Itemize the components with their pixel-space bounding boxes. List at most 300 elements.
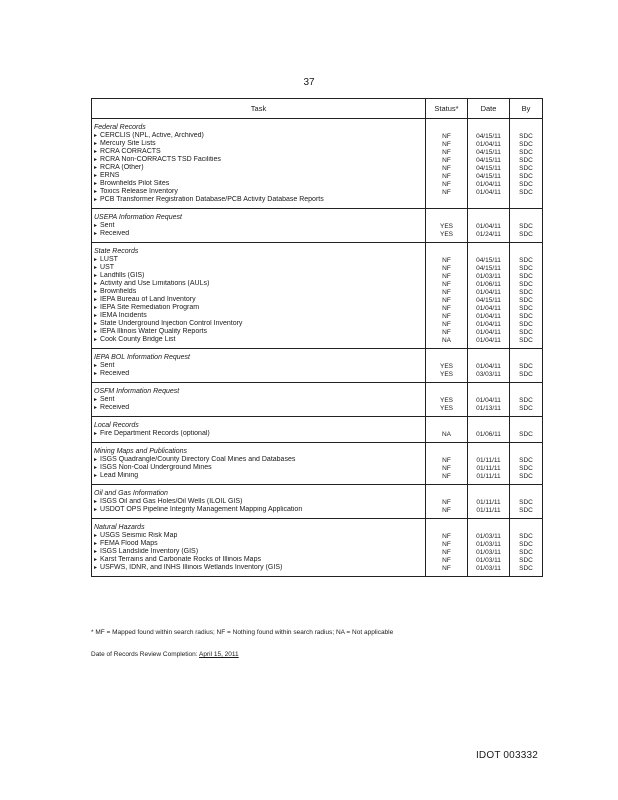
status-cell: NF	[426, 304, 468, 312]
table-row	[92, 336, 543, 344]
section-header-row	[92, 443, 543, 457]
bullet-arrow-icon: ▸	[94, 397, 98, 403]
bullet-arrow-icon: ▸	[94, 273, 98, 279]
bullet-arrow-icon: ▸	[94, 289, 98, 295]
date-cell: 01/04/11	[468, 312, 510, 320]
task-cell	[92, 132, 426, 140]
task-label: RCRA CORRACTS	[100, 148, 161, 155]
date-cell: 01/03/11	[468, 556, 510, 564]
task-cell	[92, 288, 426, 296]
section-empty-cell	[426, 485, 468, 499]
table-row	[92, 288, 543, 296]
section-empty-cell	[426, 243, 468, 257]
completion-label: Date of Records Review Completion:	[91, 651, 198, 658]
task-label: Brownfields	[100, 288, 137, 295]
section-empty-cell	[510, 417, 543, 431]
task-label: LUST	[100, 256, 118, 263]
status-cell: NF	[426, 132, 468, 140]
section-title: USEPA Information Request	[92, 209, 426, 223]
table-row	[92, 472, 543, 480]
task-label: Cook County Bridge List	[100, 336, 176, 343]
table-row	[92, 132, 543, 140]
task-cell	[92, 464, 426, 472]
section-empty-cell	[426, 383, 468, 397]
by-cell: SDC	[510, 164, 543, 172]
bullet-arrow-icon: ▸	[94, 197, 98, 203]
by-cell: SDC	[510, 396, 543, 404]
bullet-arrow-icon: ▸	[94, 313, 98, 319]
task-label: FEMA Flood Maps	[100, 540, 158, 547]
section-header-row	[92, 519, 543, 533]
by-cell: SDC	[510, 296, 543, 304]
status-cell: NF	[426, 506, 468, 514]
task-label: Received	[100, 404, 130, 411]
table-row	[92, 328, 543, 336]
task-cell	[92, 548, 426, 556]
date-cell: 01/11/11	[468, 472, 510, 480]
status-cell: NF	[426, 156, 468, 164]
bullet-arrow-icon: ▸	[94, 305, 98, 311]
section-title: OSFM Information Request	[92, 383, 426, 397]
table-header-row	[92, 99, 543, 119]
completion-date: April 15, 2011	[199, 651, 239, 658]
task-label: Received	[100, 230, 130, 237]
table-row	[92, 540, 543, 548]
task-cell	[92, 230, 426, 238]
status-cell: NF	[426, 472, 468, 480]
task-label: IEPA Bureau of Land Inventory	[100, 296, 196, 303]
task-cell	[92, 506, 426, 514]
by-cell: SDC	[510, 156, 543, 164]
task-label: Received	[100, 370, 130, 377]
status-cell: NF	[426, 312, 468, 320]
task-label: ISGS Landslide Inventory (GIS)	[100, 548, 199, 555]
status-cell: NF	[426, 164, 468, 172]
by-cell: SDC	[510, 188, 543, 196]
by-cell: SDC	[510, 532, 543, 540]
task-label: Mercury Site Lists	[100, 140, 156, 147]
date-cell: 04/15/11	[468, 156, 510, 164]
date-cell: 01/04/11	[468, 396, 510, 404]
bullet-arrow-icon: ▸	[94, 557, 98, 563]
bullet-arrow-icon: ▸	[94, 173, 98, 179]
bullet-arrow-icon: ▸	[94, 565, 98, 571]
spacer-cell	[468, 572, 510, 577]
task-cell	[92, 472, 426, 480]
task-cell	[92, 222, 426, 230]
bullet-arrow-icon: ▸	[94, 549, 98, 555]
date-cell: 01/04/11	[468, 362, 510, 370]
task-cell	[92, 148, 426, 156]
completion-line	[91, 651, 239, 658]
section-empty-cell	[468, 119, 510, 133]
task-cell	[92, 296, 426, 304]
bates-number: IDOT 003332	[475, 750, 538, 761]
by-cell: SDC	[510, 370, 543, 378]
by-cell: SDC	[510, 304, 543, 312]
bullet-arrow-icon: ▸	[94, 157, 98, 163]
task-cell	[92, 456, 426, 464]
by-cell: SDC	[510, 256, 543, 264]
section-empty-cell	[426, 119, 468, 133]
section-empty-cell	[426, 209, 468, 223]
section-empty-cell	[468, 243, 510, 257]
status-cell: NF	[426, 140, 468, 148]
table-row	[92, 532, 543, 540]
date-cell	[468, 196, 510, 204]
section-empty-cell	[468, 485, 510, 499]
date-cell: 01/04/11	[468, 140, 510, 148]
task-cell	[92, 264, 426, 272]
bullet-arrow-icon: ▸	[94, 533, 98, 539]
by-cell: SDC	[510, 464, 543, 472]
table-row	[92, 164, 543, 172]
date-cell: 01/04/11	[468, 288, 510, 296]
table-row	[92, 264, 543, 272]
status-cell: NF	[426, 180, 468, 188]
by-cell: SDC	[510, 148, 543, 156]
task-label: Sent	[100, 396, 115, 403]
table-row	[92, 370, 543, 378]
table-row	[92, 548, 543, 556]
section-empty-cell	[510, 443, 543, 457]
task-cell	[92, 256, 426, 264]
task-label: USFWS, IDNR, and INHS Illinois Wetlands Inventory (GIS)	[100, 564, 283, 571]
bullet-arrow-icon: ▸	[94, 337, 98, 343]
bullet-arrow-icon: ▸	[94, 405, 98, 411]
task-cell	[92, 280, 426, 288]
date-cell: 01/24/11	[468, 230, 510, 238]
task-label: Karst Terrains and Carbonate Rocks of Illinois Maps	[100, 556, 261, 563]
section-header-row	[92, 209, 543, 223]
task-label: UST	[100, 264, 115, 271]
task-label: ISGS Quadrangle/County Directory Coal Mines and Databases	[100, 456, 296, 463]
task-label: RCRA Non-CORRACTS TSD Facilities	[100, 156, 221, 163]
table-row	[92, 498, 543, 506]
status-cell: NA	[426, 336, 468, 344]
task-label: IEMA Incidents	[100, 312, 147, 319]
date-cell: 01/03/11	[468, 548, 510, 556]
by-cell: SDC	[510, 320, 543, 328]
spacer-cell	[92, 572, 426, 577]
date-cell: 01/11/11	[468, 506, 510, 514]
date-cell: 01/13/11	[468, 404, 510, 412]
date-cell: 01/04/11	[468, 180, 510, 188]
task-cell	[92, 430, 426, 438]
by-cell: SDC	[510, 172, 543, 180]
bullet-arrow-icon: ▸	[94, 297, 98, 303]
section-empty-cell	[468, 209, 510, 223]
date-cell: 01/11/11	[468, 464, 510, 472]
section-empty-cell	[510, 119, 543, 133]
task-cell	[92, 498, 426, 506]
header-status: Status*	[426, 99, 468, 119]
task-cell	[92, 370, 426, 378]
date-cell: 01/04/11	[468, 222, 510, 230]
table-row	[92, 464, 543, 472]
task-label: Activity and Use Limitations (AULs)	[100, 280, 210, 287]
date-cell: 01/04/11	[468, 336, 510, 344]
status-cell: NF	[426, 272, 468, 280]
bullet-arrow-icon: ▸	[94, 223, 98, 229]
status-cell: YES	[426, 370, 468, 378]
header-by: By	[510, 99, 543, 119]
task-label: Brownfields Pilot Sites	[100, 180, 170, 187]
bullet-arrow-icon: ▸	[94, 329, 98, 335]
task-label: ISGS Oil and Gas Holes/Oil Wells (ILOIL GIS)	[100, 498, 243, 505]
status-cell: YES	[426, 362, 468, 370]
status-cell: NF	[426, 320, 468, 328]
section-empty-cell	[510, 349, 543, 363]
bullet-arrow-icon: ▸	[94, 181, 98, 187]
by-cell: SDC	[510, 328, 543, 336]
date-cell: 04/15/11	[468, 148, 510, 156]
status-cell: NF	[426, 564, 468, 572]
by-cell: SDC	[510, 404, 543, 412]
task-label: Sent	[100, 222, 115, 229]
task-label: PCB Transformer Registration Database/PCB Activity Database Reports	[100, 196, 324, 203]
bullet-arrow-icon: ▸	[94, 431, 98, 437]
header-task: Task	[92, 99, 426, 119]
by-cell: SDC	[510, 506, 543, 514]
table-row	[92, 280, 543, 288]
section-empty-cell	[426, 417, 468, 431]
table-row	[92, 312, 543, 320]
date-cell: 01/04/11	[468, 304, 510, 312]
status-cell: NF	[426, 532, 468, 540]
section-spacer-row	[92, 572, 543, 577]
bullet-arrow-icon: ▸	[94, 231, 98, 237]
section-header-row	[92, 119, 543, 133]
task-label: RCRA (Other)	[100, 164, 144, 171]
section-empty-cell	[468, 383, 510, 397]
table-row	[92, 362, 543, 370]
bullet-arrow-icon: ▸	[94, 541, 98, 547]
bullet-arrow-icon: ▸	[94, 265, 98, 271]
bullet-arrow-icon: ▸	[94, 165, 98, 171]
by-cell: SDC	[510, 272, 543, 280]
section-title: Mining Maps and Publications	[92, 443, 426, 457]
by-cell: SDC	[510, 456, 543, 464]
section-empty-cell	[510, 243, 543, 257]
section-title: Oil and Gas Information	[92, 485, 426, 499]
section-header-row	[92, 485, 543, 499]
task-label: Landfills (GIS)	[100, 272, 145, 279]
status-cell: NF	[426, 464, 468, 472]
table-row	[92, 196, 543, 204]
task-cell	[92, 320, 426, 328]
status-cell: NF	[426, 540, 468, 548]
date-cell: 01/03/11	[468, 272, 510, 280]
page-number: 37	[303, 77, 315, 88]
table-row	[92, 188, 543, 196]
bullet-arrow-icon: ▸	[94, 457, 98, 463]
by-cell: SDC	[510, 430, 543, 438]
by-cell: SDC	[510, 312, 543, 320]
section-empty-cell	[426, 519, 468, 533]
status-cell: NF	[426, 498, 468, 506]
bullet-arrow-icon: ▸	[94, 257, 98, 263]
status-cell: NA	[426, 430, 468, 438]
table-row	[92, 172, 543, 180]
by-cell: SDC	[510, 222, 543, 230]
status-cell: YES	[426, 396, 468, 404]
task-label: Fire Department Records (optional)	[100, 430, 210, 437]
status-cell: NF	[426, 256, 468, 264]
table-row	[92, 230, 543, 238]
date-cell: 01/03/11	[468, 532, 510, 540]
task-label: USGS Seismic Risk Map	[100, 532, 178, 539]
status-cell: NF	[426, 556, 468, 564]
date-cell: 01/03/11	[468, 564, 510, 572]
status-cell: NF	[426, 288, 468, 296]
table-row	[92, 320, 543, 328]
date-cell: 04/15/11	[468, 256, 510, 264]
status-cell: NF	[426, 328, 468, 336]
by-cell: SDC	[510, 230, 543, 238]
task-cell	[92, 272, 426, 280]
section-empty-cell	[426, 443, 468, 457]
task-label: Lead Mining	[100, 472, 139, 479]
status-cell: NF	[426, 280, 468, 288]
task-cell	[92, 172, 426, 180]
task-cell	[92, 304, 426, 312]
task-cell	[92, 140, 426, 148]
bullet-arrow-icon: ▸	[94, 499, 98, 505]
status-cell: NF	[426, 148, 468, 156]
bullet-arrow-icon: ▸	[94, 465, 98, 471]
header-date: Date	[468, 99, 510, 119]
by-cell	[510, 196, 543, 204]
table-row	[92, 148, 543, 156]
section-empty-cell	[510, 519, 543, 533]
date-cell: 04/15/11	[468, 296, 510, 304]
spacer-cell	[426, 572, 468, 577]
bullet-arrow-icon: ▸	[94, 473, 98, 479]
task-cell	[92, 336, 426, 344]
date-cell: 04/15/11	[468, 172, 510, 180]
bullet-arrow-icon: ▸	[94, 371, 98, 377]
by-cell: SDC	[510, 540, 543, 548]
task-label: USDOT OPS Pipeline Integrity Management Mapping Application	[100, 506, 303, 513]
table-row	[92, 256, 543, 264]
bullet-arrow-icon: ▸	[94, 363, 98, 369]
status-cell: NF	[426, 548, 468, 556]
task-cell	[92, 362, 426, 370]
records-review-table	[91, 98, 543, 577]
task-cell	[92, 180, 426, 188]
task-cell	[92, 532, 426, 540]
date-cell: 01/03/11	[468, 540, 510, 548]
section-empty-cell	[510, 209, 543, 223]
task-cell	[92, 540, 426, 548]
by-cell: SDC	[510, 472, 543, 480]
task-cell	[92, 164, 426, 172]
task-label: ERNS	[100, 172, 120, 179]
task-label: IEPA Illinois Water Quality Reports	[100, 328, 207, 335]
section-empty-cell	[468, 417, 510, 431]
task-label: Toxics Release Inventory	[100, 188, 178, 195]
table-row	[92, 156, 543, 164]
section-title: Natural Hazards	[92, 519, 426, 533]
table-row	[92, 564, 543, 572]
by-cell: SDC	[510, 280, 543, 288]
by-cell: SDC	[510, 556, 543, 564]
status-cell: NF	[426, 188, 468, 196]
by-cell: SDC	[510, 564, 543, 572]
section-empty-cell	[468, 443, 510, 457]
task-cell	[92, 556, 426, 564]
table-row	[92, 304, 543, 312]
status-cell: NF	[426, 264, 468, 272]
task-label: State Underground Injection Control Inventory	[100, 320, 243, 327]
section-empty-cell	[426, 349, 468, 363]
section-header-row	[92, 349, 543, 363]
task-label: Sent	[100, 362, 115, 369]
table-row	[92, 296, 543, 304]
bullet-arrow-icon: ▸	[94, 141, 98, 147]
by-cell: SDC	[510, 548, 543, 556]
task-cell	[92, 196, 426, 204]
bullet-arrow-icon: ▸	[94, 507, 98, 513]
date-cell: 01/04/11	[468, 328, 510, 336]
table-row	[92, 456, 543, 464]
date-cell: 04/15/11	[468, 164, 510, 172]
section-header-row	[92, 243, 543, 257]
date-cell: 03/03/11	[468, 370, 510, 378]
date-cell: 04/15/11	[468, 264, 510, 272]
bullet-arrow-icon: ▸	[94, 321, 98, 327]
table-row	[92, 396, 543, 404]
date-cell: 01/04/11	[468, 188, 510, 196]
by-cell: SDC	[510, 362, 543, 370]
section-title: Federal Records	[92, 119, 426, 133]
task-cell	[92, 188, 426, 196]
status-cell: NF	[426, 296, 468, 304]
section-title: Local Records	[92, 417, 426, 431]
bullet-arrow-icon: ▸	[94, 149, 98, 155]
table-row	[92, 272, 543, 280]
by-cell: SDC	[510, 336, 543, 344]
task-label: IEPA Site Remediation Program	[100, 304, 200, 311]
task-cell	[92, 396, 426, 404]
task-cell	[92, 564, 426, 572]
date-cell: 01/11/11	[468, 498, 510, 506]
status-cell: NF	[426, 172, 468, 180]
section-empty-cell	[510, 485, 543, 499]
by-cell: SDC	[510, 288, 543, 296]
task-label: ISGS Non-Coal Underground Mines	[100, 464, 212, 471]
section-header-row	[92, 383, 543, 397]
date-cell: 04/15/11	[468, 132, 510, 140]
status-cell: YES	[426, 222, 468, 230]
date-cell: 01/04/11	[468, 320, 510, 328]
section-title: IEPA BOL Information Request	[92, 349, 426, 363]
bullet-arrow-icon: ▸	[94, 189, 98, 195]
section-header-row	[92, 417, 543, 431]
table-body	[92, 119, 543, 577]
table-row	[92, 556, 543, 564]
table-row	[92, 506, 543, 514]
by-cell: SDC	[510, 264, 543, 272]
task-cell	[92, 312, 426, 320]
section-empty-cell	[468, 519, 510, 533]
table-row	[92, 222, 543, 230]
date-cell: 01/11/11	[468, 456, 510, 464]
date-cell: 01/06/11	[468, 430, 510, 438]
by-cell: SDC	[510, 140, 543, 148]
section-empty-cell	[510, 383, 543, 397]
